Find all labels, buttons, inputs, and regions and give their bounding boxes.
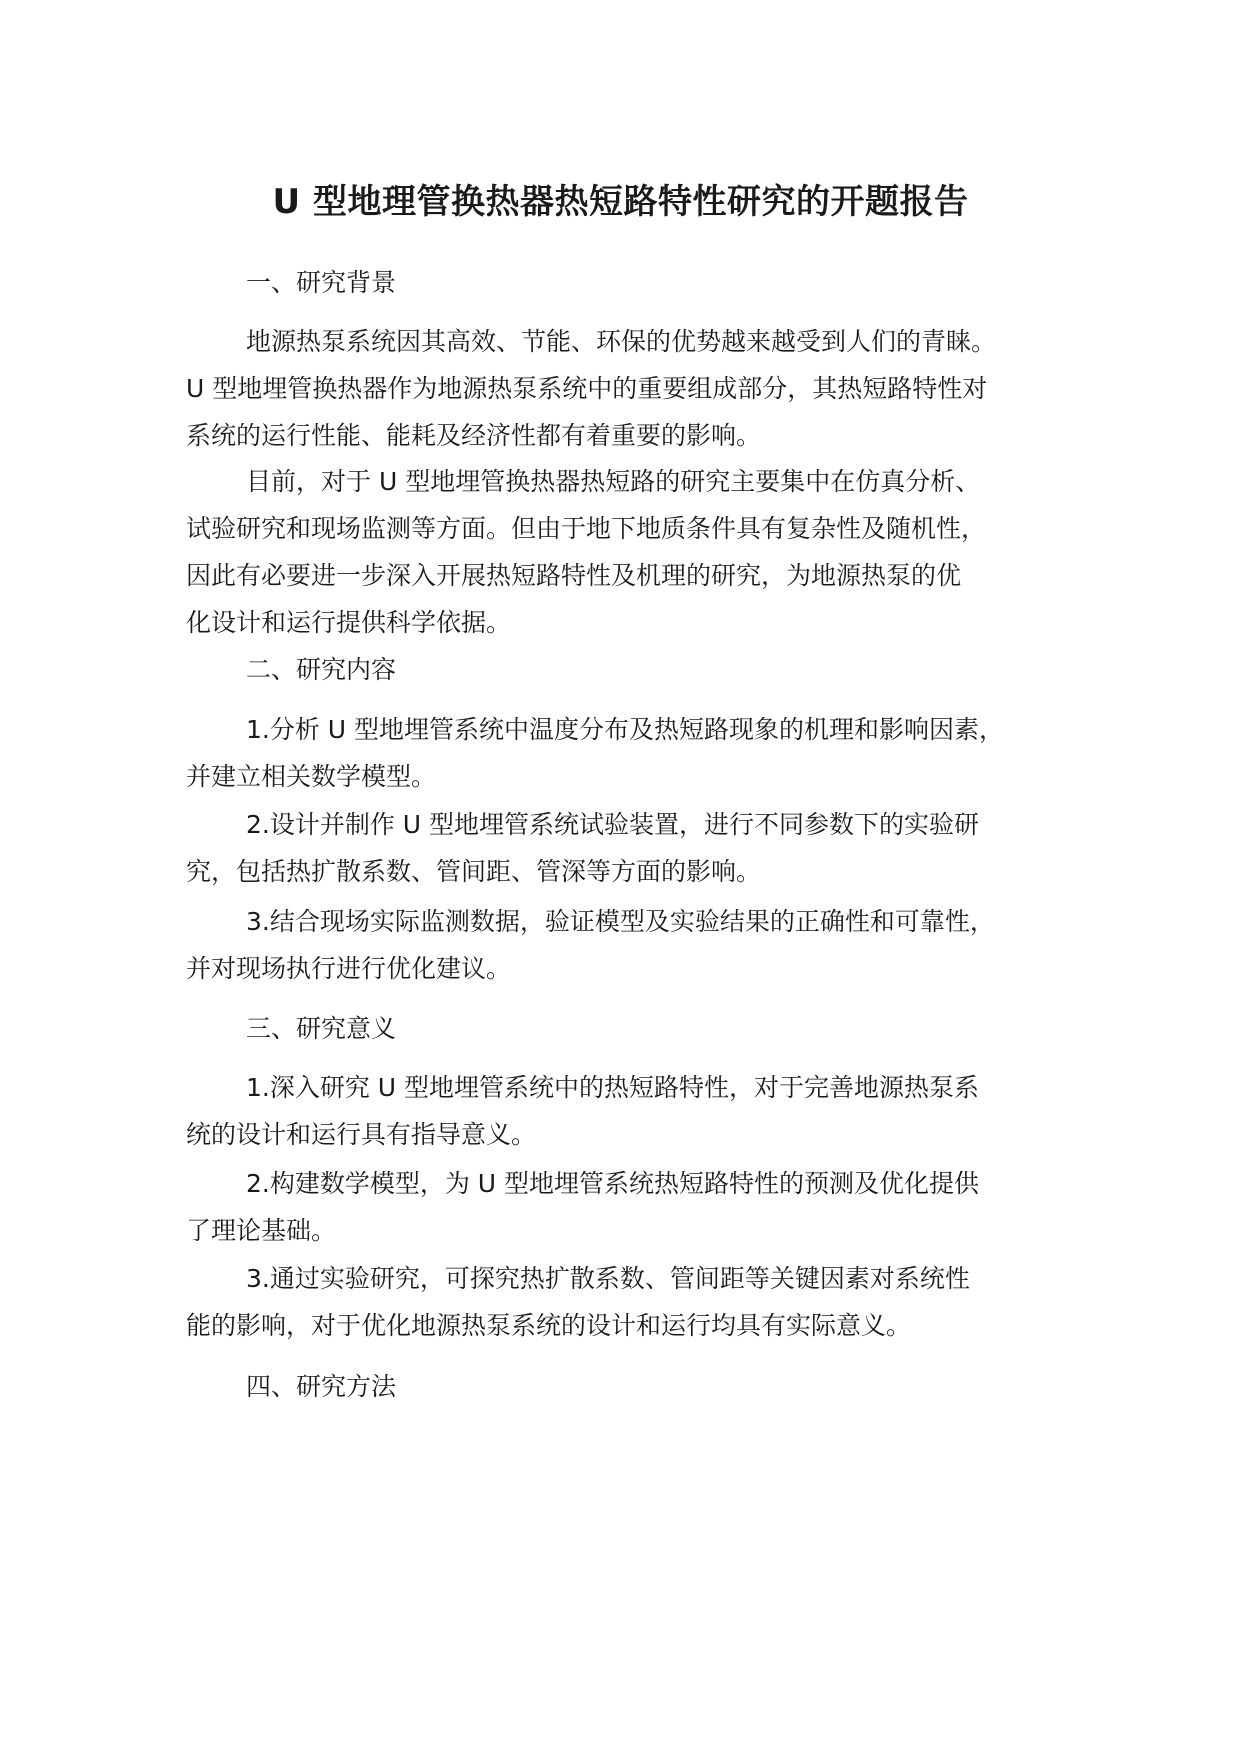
- paragraph-line: 究，包括热扩散系数、管间距、管深等方面的影响。: [186, 857, 762, 886]
- paragraph-line: 试验研究和现场监测等方面。但由于地下地质条件具有复杂性及随机性，: [186, 514, 987, 543]
- section-heading-content: 二、研究内容: [246, 655, 397, 684]
- paragraph-line: 1.深入研究 U 型地埋管系统中的热短路特性，对于完善地源热泵系: [246, 1073, 980, 1102]
- paragraph-content-1: [186, 706, 1086, 800]
- paragraph-line: 能的影响，对于优化地源热泵系统的设计和运行均具有实际意义。: [186, 1311, 912, 1340]
- paragraph-line: 3.通过实验研究，可探究热扩散系数、管间距等关键因素对系统性: [246, 1264, 970, 1293]
- paragraph-line: 并建立相关数学模型。: [186, 762, 437, 791]
- paragraph-line: 因此有必要进一步深入开展热短路特性及机理的研究，为地源热泵的优: [186, 561, 962, 590]
- paragraph-line: 地源热泵系统因其高效、节能、环保的优势越来越受到人们的青睐。: [246, 327, 997, 356]
- paragraph-content-2: [186, 801, 1086, 895]
- section-heading-significance: 三、研究意义: [246, 1014, 397, 1043]
- section-heading-background: 一、研究背景: [246, 268, 397, 297]
- paragraph-line: U 型地埋管换热器作为地源热泵系统中的重要组成部分，其热短路特性对: [186, 374, 988, 403]
- paragraph-significance-2: [186, 1160, 1086, 1254]
- paragraph-line: 系统的运行性能、能耗及经济性都有着重要的影响。: [186, 421, 762, 450]
- paragraph-line: 化设计和运行提供科学依据。: [186, 608, 512, 637]
- paragraph-line: 3.结合现场实际监测数据，验证模型及实验结果的正确性和可靠性，: [246, 907, 995, 936]
- paragraph-line: 1.分析 U 型地埋管系统中温度分布及热短路现象的机理和影响因素，: [246, 715, 1005, 744]
- paragraph-line: 2.设计并制作 U 型地埋管系统试验装置，进行不同参数下的实验研: [246, 810, 980, 839]
- paragraph-significance-1: [186, 1064, 1086, 1158]
- paragraph-line: 目前，对于 U 型地埋管换热器热短路的研究主要集中在仿真分析、: [246, 467, 981, 496]
- paragraph-line: 并对现场执行进行优化建议。: [186, 954, 512, 983]
- paragraph-line: 统的设计和运行具有指导意义。: [186, 1120, 537, 1149]
- paragraph-background-1: [186, 318, 1086, 459]
- paragraph-background-2: [186, 458, 1086, 646]
- paragraph-content-3: [186, 898, 1086, 992]
- section-heading-method: 四、研究方法: [246, 1372, 397, 1401]
- paragraph-line: 了理论基础。: [186, 1216, 337, 1245]
- document-title: U 型地理管换热器热短路特性研究的开题报告: [272, 182, 969, 222]
- paragraph-line: 2.构建数学模型，为 U 型地埋管系统热短路特性的预测及优化提供: [246, 1169, 980, 1198]
- paragraph-significance-3: [186, 1255, 1086, 1349]
